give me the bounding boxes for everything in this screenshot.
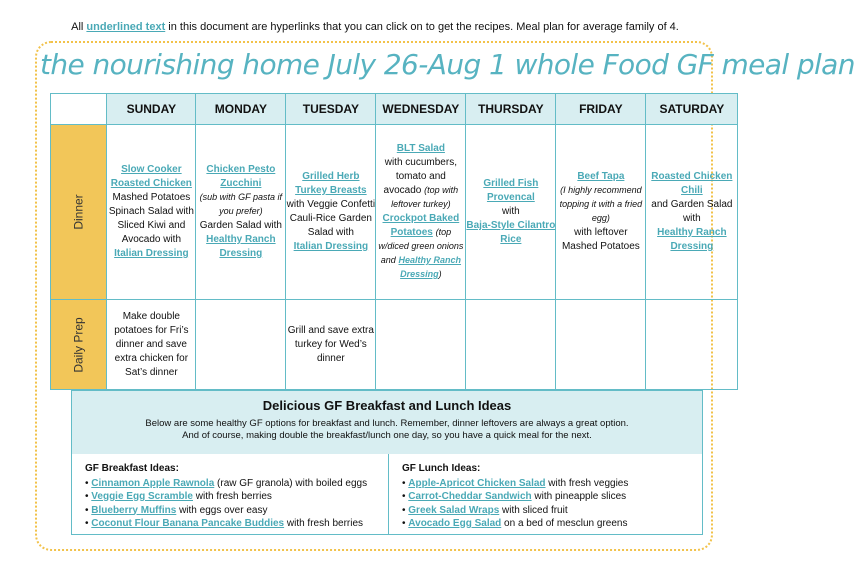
ideas-header — [72, 391, 702, 454]
prep-thursday — [466, 300, 556, 390]
ideas-description-2: And of course, making double the breakfast/lunch one day, so you have a quick meal for the next. — [182, 430, 592, 441]
meal-note: (sub with GF pasta if you prefer) — [199, 192, 283, 216]
recipe-link[interactable]: Carrot-Cheddar Sandwich — [408, 491, 532, 502]
day-header-thursday: THURSDAY — [466, 94, 556, 125]
meal-text: with Veggie Confetti Cauli-Rice Garden Salad with — [286, 199, 376, 238]
lunch-list — [402, 477, 702, 531]
item-text: on a bed of mesclun greens — [501, 518, 628, 529]
breakfast-heading: GF Breakfast Ideas: — [85, 463, 179, 474]
meal-text: Mashed Potatoes Spinach Salad with Sliced Kiwi and Avocado with — [108, 192, 194, 245]
recipe-link[interactable]: BLT Salad — [396, 143, 445, 154]
dinner-monday — [196, 125, 286, 300]
recipe-link[interactable]: Slow Cooker Roasted Chicken — [110, 164, 192, 189]
day-header-row — [51, 94, 738, 125]
recipe-link[interactable]: Cinnamon Apple Rawnola — [91, 477, 215, 489]
page-title: the nourishing home July 26-Aug 1 whole Food GF meal plan — [40, 48, 855, 81]
dinner-sunday — [107, 125, 196, 300]
notice-suffix: in this document are hyperlinks that you can click on to get the recipes. Meal plan for average family of 4. — [165, 21, 679, 33]
recipe-link[interactable]: Veggie Egg Scramble — [91, 491, 193, 502]
breakfast-ideas — [85, 462, 385, 531]
meal-note: ) — [438, 269, 442, 279]
meal-note: (top w/diced green onions and — [378, 227, 464, 265]
item-text: (raw GF granola) with boiled eggs — [214, 477, 368, 489]
recipe-link[interactable]: Avocado Egg Salad — [408, 518, 502, 529]
item-text: with pineapple slices — [531, 491, 627, 502]
ideas-description-1: Below are some healthy GF options for breakfast and lunch. Remember, dinner leftovers are always a great option. — [145, 418, 629, 429]
recipe-link[interactable]: Grilled Fish Provencal — [483, 178, 539, 203]
lunch-heading: GF Lunch Ideas: — [402, 463, 481, 474]
notice-prefix: All — [71, 21, 87, 33]
recipe-link[interactable]: Crockpot Baked Potatoes — [382, 213, 460, 238]
list-item — [85, 504, 385, 518]
lunch-ideas — [402, 462, 702, 531]
dinner-row — [51, 125, 738, 300]
breakfast-lunch-ideas — [71, 390, 703, 535]
meal-note: (top with leftover turkey) — [391, 185, 459, 209]
day-header-tuesday: TUESDAY — [286, 94, 376, 125]
list-item — [402, 477, 702, 491]
recipe-link[interactable]: Healthy Ranch Dressing — [206, 234, 276, 259]
dinner-wednesday — [376, 125, 466, 300]
prep-sunday: Make double potatoes for Fri’s dinner and save extra chicken for Sat’s dinner — [107, 300, 196, 390]
dinner-tuesday — [286, 125, 376, 300]
prep-row — [51, 300, 738, 390]
meal-text: Garden Salad with — [199, 220, 282, 231]
recipe-link[interactable]: Healthy Ranch Dressing — [657, 227, 727, 252]
recipe-link[interactable]: Apple-Apricot Chicken Salad — [408, 477, 546, 489]
day-header-wednesday: WEDNESDAY — [376, 94, 466, 125]
dinner-row-label: Dinner — [51, 125, 107, 300]
list-item — [402, 517, 702, 531]
item-text: with fresh berries — [193, 491, 272, 502]
hyperlink-notice — [0, 21, 750, 33]
day-header-saturday: SATURDAY — [646, 94, 738, 125]
ideas-columns — [72, 454, 702, 534]
list-item — [402, 504, 702, 518]
recipe-link[interactable]: Baja-Style Cilantro Rice — [466, 220, 556, 245]
corner-cell — [51, 94, 107, 125]
ideas-title: Delicious GF Breakfast and Lunch Ideas — [262, 398, 512, 413]
list-item — [85, 490, 385, 504]
day-header-sunday: SUNDAY — [107, 94, 196, 125]
recipe-link[interactable]: Greek Salad Wraps — [408, 504, 500, 516]
prep-tuesday: Grill and save extra turkey for Wed’s dinner — [286, 300, 376, 390]
recipe-link[interactable]: Healthy Ranch Dressing — [398, 255, 462, 279]
list-item — [85, 517, 385, 531]
item-text: with eggs over easy — [176, 504, 268, 516]
recipe-link[interactable]: Roasted Chicken Chili — [651, 171, 733, 196]
recipe-link[interactable]: Italian Dressing — [114, 248, 189, 259]
list-item — [85, 477, 385, 491]
prep-monday — [196, 300, 286, 390]
meal-text: with leftover Mashed Potatoes — [561, 227, 640, 252]
item-text: with fresh berries — [284, 518, 364, 529]
meal-text: with cucumbers, tomato and avocado — [383, 157, 457, 196]
prep-wednesday — [376, 300, 466, 390]
meal-text: and Garden Salad with — [651, 199, 733, 224]
meal-note: (I highly recommend topping it with a fried egg) — [559, 185, 643, 223]
prep-saturday — [646, 300, 738, 390]
column-divider — [388, 454, 389, 534]
day-header-friday: FRIDAY — [556, 94, 646, 125]
item-text: with fresh veggies — [545, 477, 629, 489]
list-item — [402, 490, 702, 504]
dinner-saturday — [646, 125, 738, 300]
recipe-link[interactable]: Grilled Herb Turkey Breasts — [295, 171, 367, 196]
recipe-link[interactable]: Italian Dressing — [293, 241, 369, 252]
day-header-monday: MONDAY — [196, 94, 286, 125]
dinner-thursday — [466, 125, 556, 300]
recipe-link[interactable]: Coconut Flour Banana Pancake Buddies — [91, 518, 285, 529]
meal-text: with — [501, 206, 520, 217]
prep-friday — [556, 300, 646, 390]
dinner-friday — [556, 125, 646, 300]
recipe-link[interactable]: Chicken Pesto Zucchini — [206, 164, 276, 189]
meal-plan-table — [50, 93, 738, 390]
notice-underlined-link[interactable]: underlined text — [86, 21, 166, 33]
item-text: with sliced fruit — [499, 504, 568, 516]
recipe-link[interactable]: Blueberry Muffins — [91, 504, 177, 516]
prep-row-label: Daily Prep — [51, 300, 107, 390]
breakfast-list — [85, 477, 385, 531]
recipe-link[interactable]: Beef Tapa — [577, 171, 625, 182]
